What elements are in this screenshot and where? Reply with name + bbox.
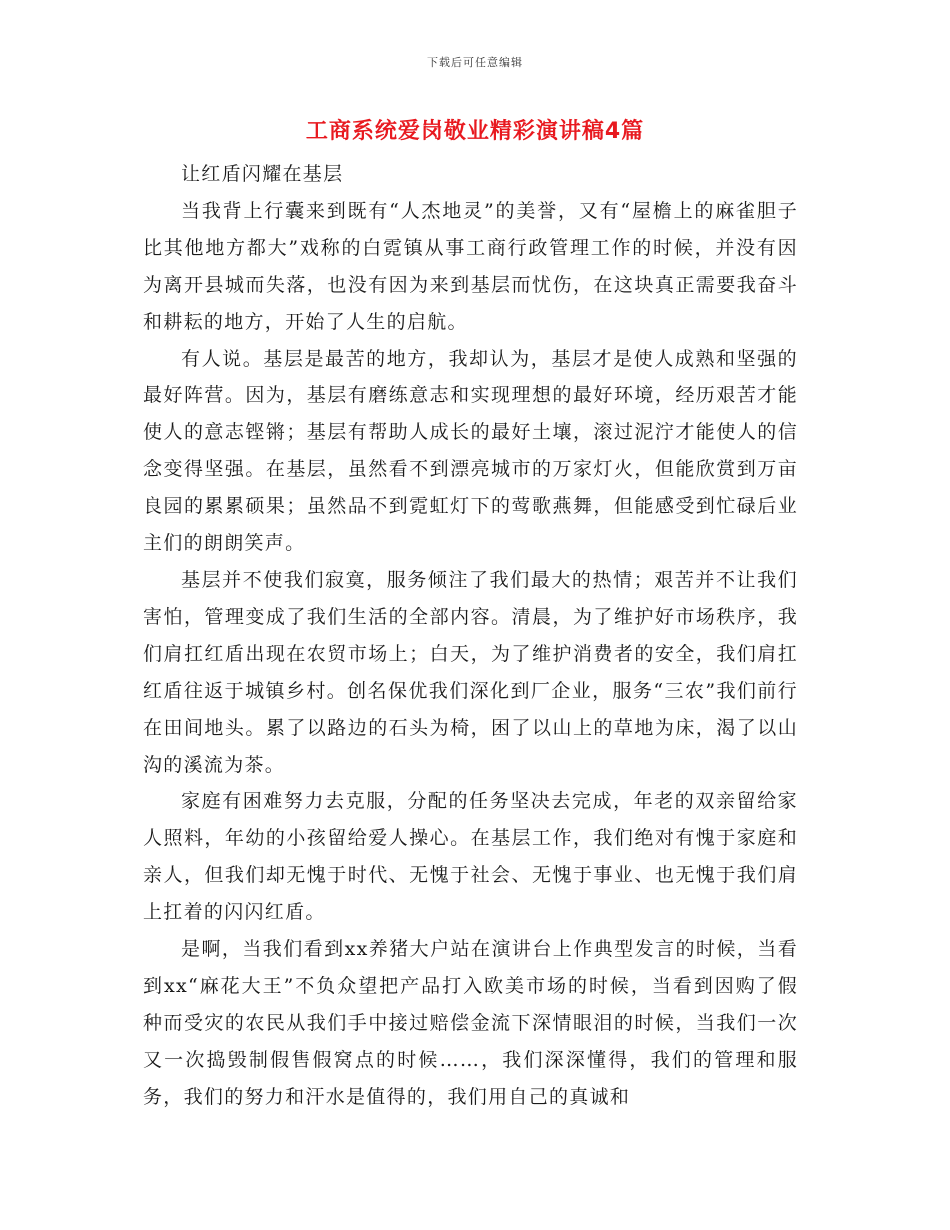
page-header-note: 下载后可任意编辑: [427, 56, 523, 69]
paragraph: 家庭有困难努力去克服，分配的任务坚决去完成，年老的双亲留给家人照料，年幼的小孩留给爱人操心。在基层工作，我们绝对有愧于家庭和亲人，但我们却无愧于时代、无愧于社会、无愧于事业、也无愧于我们肩上扛着的闪闪红盾。: [143, 790, 798, 924]
document-body: [143, 156, 798, 1116]
section-subtitle: 让红盾闪耀在基层: [181, 163, 344, 185]
document-title: 工商系统爱岗敬业精彩演讲稿4篇: [305, 119, 645, 144]
paragraph: 当我背上行囊来到既有“人杰地灵”的美誉，又有“屋檐上的麻雀胆子比其他地方都大”戏称的白霓镇从事工商行政管理工作的时候，并没有因为离开县城而失落，也没有因为来到基层而忧伤，在这块真正需要我奋斗和耕耘的地方，开始了人生的启航。: [143, 199, 798, 333]
paragraph: 是啊，当我们看到xx养猪大户站在演讲台上作典型发言的时候，当看到xx“麻花大王”不负众望把产品打入欧美市场的时候，当看到因购了假种而受灾的农民从我们手中接过赔偿金流下深情眼泪的时候，当我们一次又一次捣毁制假售假窝点的时候……，我们深深懂得，我们的管理和服务，我们的努力和汗水是值得的，我们用自己的真诚和: [143, 938, 798, 1108]
paragraph: 基层并不使我们寂寞，服务倾注了我们最大的热情；艰苦并不让我们害怕，管理变成了我们生活的全部内容。清晨，为了维护好市场秩序，我们肩扛红盾出现在农贸市场上；白天，为了维护消费者的安全，我们肩扛红盾往返于城镇乡村。创名保优我们深化到厂企业，服务“三农”我们前行在田间地头。累了以路边的石头为椅，困了以山上的草地为床，渴了以山沟的溪流为茶。: [143, 568, 798, 776]
paragraph: 有人说。基层是最苦的地方，我却认为，基层才是使人成熟和坚强的最好阵营。因为，基层有磨练意志和实现理想的最好环境，经历艰苦才能使人的意志铿锵；基层有帮助人成长的最好土壤，滚过泥泞才能使人的信念变得坚强。在基层，虽然看不到漂亮城市的万家灯火，但能欣赏到万亩良园的累累硕果；虽然品不到霓虹灯下的莺歌燕舞，但能感受到忙碌后业主们的朗朗笑声。: [143, 347, 798, 555]
